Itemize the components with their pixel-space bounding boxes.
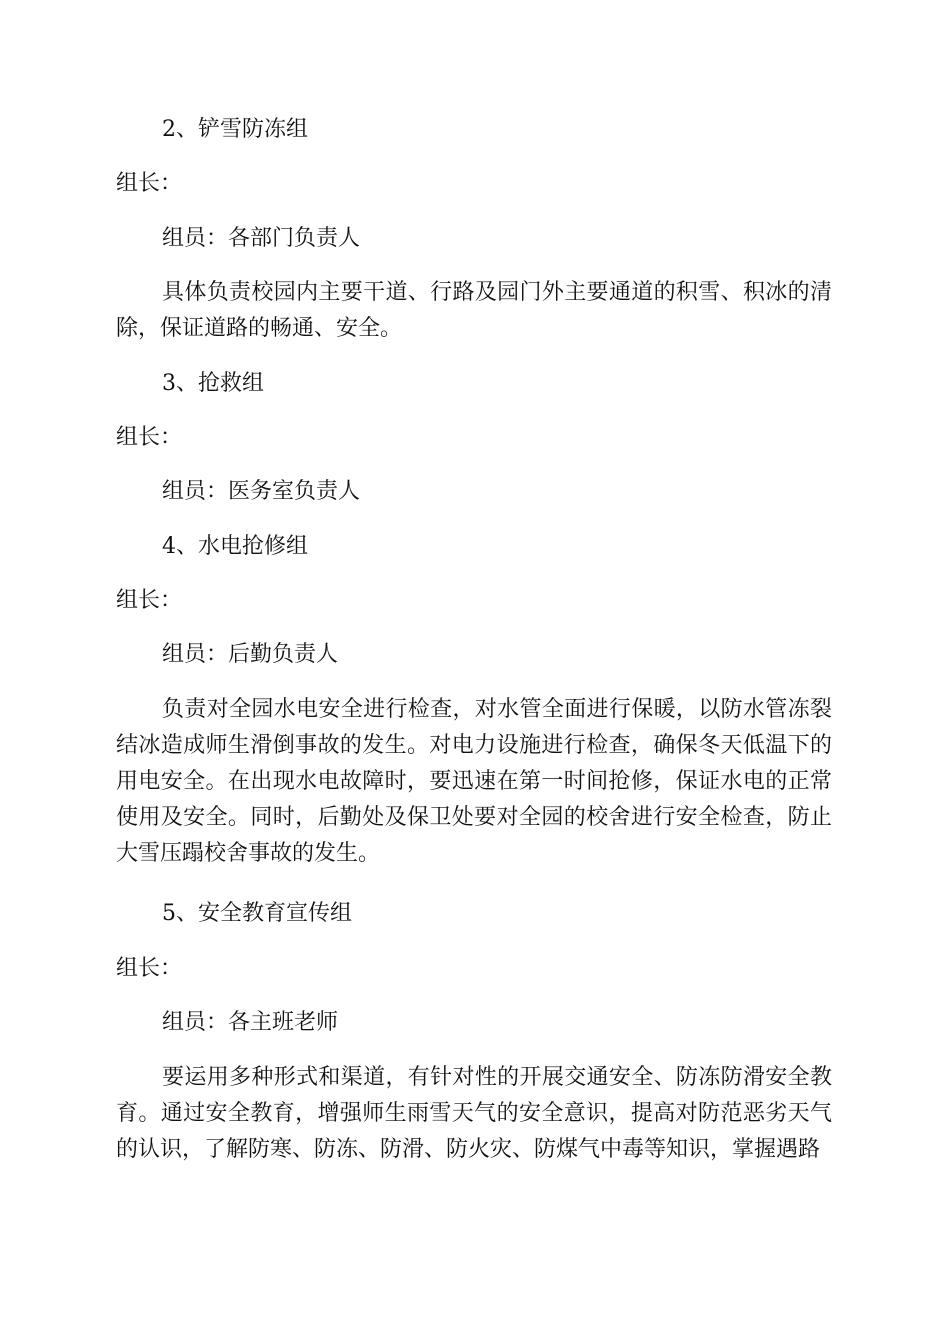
body-paragraph: 具体负责校园内主要干道、行路及园门外主要通道的积雪、积冰的清除，保证道路的畅通、安全。 bbox=[116, 280, 832, 341]
group-leader-line: 组长： bbox=[116, 171, 183, 196]
group-leader-line: 组长： bbox=[116, 588, 183, 613]
section-heading-snow-removal: 2、铲雪防冻组 bbox=[162, 117, 308, 142]
group-leader-line: 组长： bbox=[116, 956, 183, 981]
section-heading-repair: 4、水电抢修组 bbox=[162, 534, 308, 559]
body-paragraph: 负责对全园水电安全进行检查，对水管全面进行保暖，以防水管冻裂结冰造成师生滑倒事故的发生。对电力设施进行检查，确保冬天低温下的用电安全。在出现水电故障时，要迅速在第一时间抢修，保证水电的正常使用及安全。同时，后勤处及保卫处要对全园的校舍进行安全检查，防止大雪压蹋校舍事故的发生。 bbox=[116, 697, 832, 866]
group-members-line: 组员：各部门负责人 bbox=[162, 226, 361, 251]
group-members-line: 组员：后勤负责人 bbox=[162, 642, 339, 667]
group-members-line: 组员：各主班老师 bbox=[162, 1010, 339, 1035]
section-heading-rescue: 3、抢救组 bbox=[162, 371, 264, 396]
section-heading-education: 5、安全教育宣传组 bbox=[162, 901, 352, 926]
group-members-line: 组员：医务室负责人 bbox=[162, 479, 361, 504]
body-paragraph: 要运用多种形式和渠道，有针对性的开展交通安全、防冻防滑安全教育。通过安全教育，增强师生雨雪天气的安全意识，提高对防范恶劣天气的认识，了解防寒、防冻、防滑、防火灾、防煤气中毒等知识，掌握遇路 bbox=[116, 1065, 832, 1162]
group-leader-line: 组长： bbox=[116, 425, 183, 450]
